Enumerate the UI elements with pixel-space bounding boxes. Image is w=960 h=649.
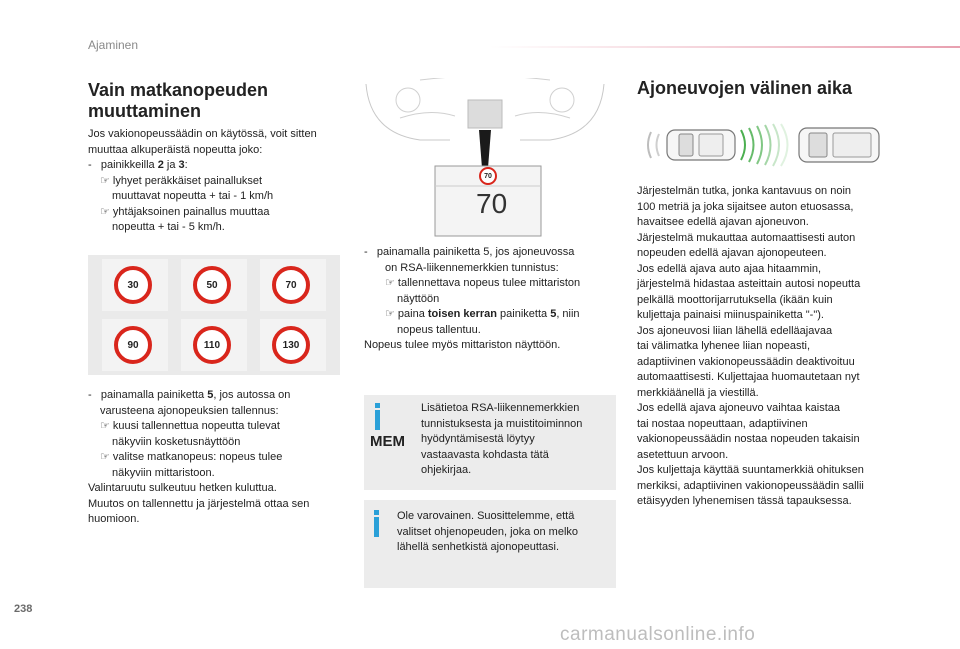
- right-line: järjestelmä hidastaa asteittain autosi nopeutta: [637, 278, 861, 290]
- b1-pre: - painikkeilla: [88, 159, 158, 171]
- info2-line2: valitset ohjenopeuden, joka on melko: [397, 525, 579, 538]
- right-line: kuljettaja painaisi miinuspainiketta "-").: [637, 309, 824, 321]
- info2-line1: Ole varovainen. Suosittelemme, että: [397, 510, 575, 522]
- info-icon-dot-2: [374, 510, 379, 515]
- intro-line2: muuttaa alkuperäistä nopeutta joko:: [88, 143, 263, 156]
- rsa-sub1-line1: ☞ tallennettava nopeus tulee mittariston: [385, 277, 581, 289]
- right-line: Jos kuljettaja käyttää suuntamerkkiä ohituksen: [637, 464, 864, 476]
- info-icon-bar-2: [374, 517, 379, 537]
- right-line: adaptiivinen vakionopeussäädin deaktivoituu: [637, 355, 855, 368]
- info-icon-bar: [375, 410, 380, 430]
- b2-sub2-line2: näkyviin mittaristoon.: [112, 466, 215, 479]
- cluster-speed-display: 70: [476, 188, 508, 219]
- bullet-buttons-2-3: [88, 158, 348, 174]
- info-box-caution: [364, 500, 616, 588]
- right-line: Jos ajoneuvosi liian lähellä edelläajavaa: [637, 324, 833, 337]
- speed-sign-grid: [88, 255, 340, 375]
- right-line: etäisyyden lyhenemisen tässä tapauksessa.: [637, 495, 852, 507]
- b1-sub2-line2: nopeutta + tai - 5 km/h.: [112, 221, 225, 233]
- right-line: Jos edellä ajava ajoneuvo vaihtaa kaistaa: [637, 402, 841, 414]
- right-line: automaattisesti. Kuljettajaa huomautetaan nyt: [637, 371, 860, 383]
- right-line: merkiksi, adaptiivinen vakionopeussäädin sallii: [637, 479, 864, 492]
- info1-line3: hyödyntämisestä löytyy: [421, 433, 535, 445]
- end-line2: Muutos on tallennettu ja järjestelmä ottaa sen: [88, 497, 310, 510]
- b1-ja: ja: [163, 159, 179, 171]
- b2-btn5: 5: [207, 389, 214, 401]
- right-line: asetettuun arvoon.: [637, 448, 729, 461]
- right-line: tai nostaa nopeuttaan, adaptiivinen: [637, 417, 808, 430]
- page-number: 238: [14, 603, 33, 615]
- b2-sub1-line1: ☞ kuusi tallennettua nopeutta tulevat: [100, 420, 280, 432]
- b2-line2: varusteena ajonopeuksien tallennus:: [100, 404, 279, 417]
- right-line: pelkällä moottorijarrutuksella (ikään kuin: [637, 293, 833, 306]
- s2-post: , niin: [556, 308, 580, 320]
- b1-btn3: 3: [178, 159, 185, 171]
- info1-line4: vastaavasta kohdasta tätä: [421, 448, 549, 461]
- right-line: merkkiäänellä ja viestillä.: [637, 386, 759, 399]
- b1-sub1-line1: ☞ lyhyet peräkkäiset painallukset: [100, 174, 263, 187]
- right-line: Järjestelmä mukauttaa automaattisesti auton: [637, 231, 856, 244]
- right-line: vakionopeussäädin nostaa nopeuden takaisin: [637, 433, 860, 445]
- b1-post: :: [184, 159, 188, 171]
- speed-sign-30[interactable]: 30: [114, 266, 152, 304]
- mem-label: MEM: [370, 433, 405, 450]
- vehicle-distance-illustration: [637, 120, 892, 170]
- s2-bold: toisen kerran: [427, 308, 497, 320]
- speed-sign-110[interactable]: 110: [193, 326, 231, 364]
- section-header: Ajaminen: [88, 38, 139, 52]
- rsa-end: Nopeus tulee myös mittariston näyttöön.: [364, 339, 561, 351]
- right-body: [637, 184, 897, 510]
- left-title-line1: Vain matkanopeuden: [88, 80, 269, 100]
- right-line: Jos edellä ajava auto ajaa hitaammin,: [637, 262, 822, 275]
- info1-line2: tunnistuksesta ja muistitoiminnon: [421, 417, 583, 430]
- rsa-sub2-line1: [364, 307, 619, 323]
- rsa-line1: - painamalla painiketta 5, jos ajoneuvossa: [364, 246, 575, 258]
- s2-pre: ☞ paina: [385, 308, 428, 320]
- b1-sub2-line1: ☞ yhtäjaksoinen painallus muuttaa: [100, 205, 270, 218]
- right-line: 100 metriä ja joka sijaitsee auton etuosassa,: [637, 200, 854, 213]
- right-line: Järjestelmän tutka, jonka kantavuus on noin: [637, 185, 852, 197]
- info-icon-dot: [375, 403, 380, 408]
- right-line: nopeuden edellä ajavan ajonopeuteen.: [637, 247, 827, 259]
- s2-btn5: 5: [550, 308, 557, 320]
- rsa-sub1-line2: näyttöön: [397, 292, 440, 305]
- intro-line1: Jos vakionopeussäädin on käytössä, voit sitten: [88, 128, 317, 140]
- right-title: Ajoneuvojen välinen aika: [637, 78, 853, 98]
- mid-bullet-rsa: [364, 245, 619, 354]
- info2-line3: lähellä senhetkistä ajonopeuttasi.: [397, 541, 560, 553]
- s2-mid: painiketta: [496, 308, 551, 320]
- header-rule: [490, 46, 960, 48]
- left-bullet-memory: [88, 388, 353, 528]
- end-line3: huomioon.: [88, 513, 140, 525]
- b1-btn2: 2: [157, 159, 164, 171]
- left-title-line2: muuttaminen: [88, 101, 202, 121]
- b2-line1: [88, 388, 353, 404]
- speed-sign-50[interactable]: 50: [193, 266, 231, 304]
- b2-post: , jos autossa on: [213, 389, 291, 401]
- speed-sign-90[interactable]: 90: [114, 326, 152, 364]
- info1-line1: Lisätietoa RSA-liikennemerkkien: [421, 402, 580, 414]
- speed-sign-130[interactable]: 130: [272, 326, 310, 364]
- b1-sub1-line2: muuttavat nopeutta + tai - 1 km/h: [112, 190, 274, 202]
- rsa-sub2-line2: nopeus tallentuu.: [397, 323, 481, 336]
- b2-sub2-line1: ☞ valitse matkanopeus: nopeus tulee: [100, 451, 283, 463]
- end-line1: Valintaruutu sulkeutuu hetken kuluttua.: [88, 482, 277, 494]
- right-line: tai välimatka lyhenee liian nopeasti,: [637, 340, 811, 352]
- info1-line5: ohjekirjaa.: [421, 464, 472, 476]
- left-intro: [88, 127, 348, 236]
- b2-pre: - painamalla painiketta: [88, 389, 208, 401]
- rsa-line2: on RSA-liikennemerkkien tunnistus:: [385, 261, 559, 274]
- speed-sign-70[interactable]: 70: [272, 266, 310, 304]
- left-title: [88, 80, 268, 122]
- rsa-sign-icon: 70: [479, 167, 497, 185]
- right-line: havaitsee edellä ajavan ajoneuvon.: [637, 216, 809, 228]
- info-box-mem: [364, 395, 616, 490]
- b2-sub1-line2: näkyviin kosketusnäyttöön: [112, 435, 241, 448]
- watermark: carmanualsonline.info: [560, 624, 756, 645]
